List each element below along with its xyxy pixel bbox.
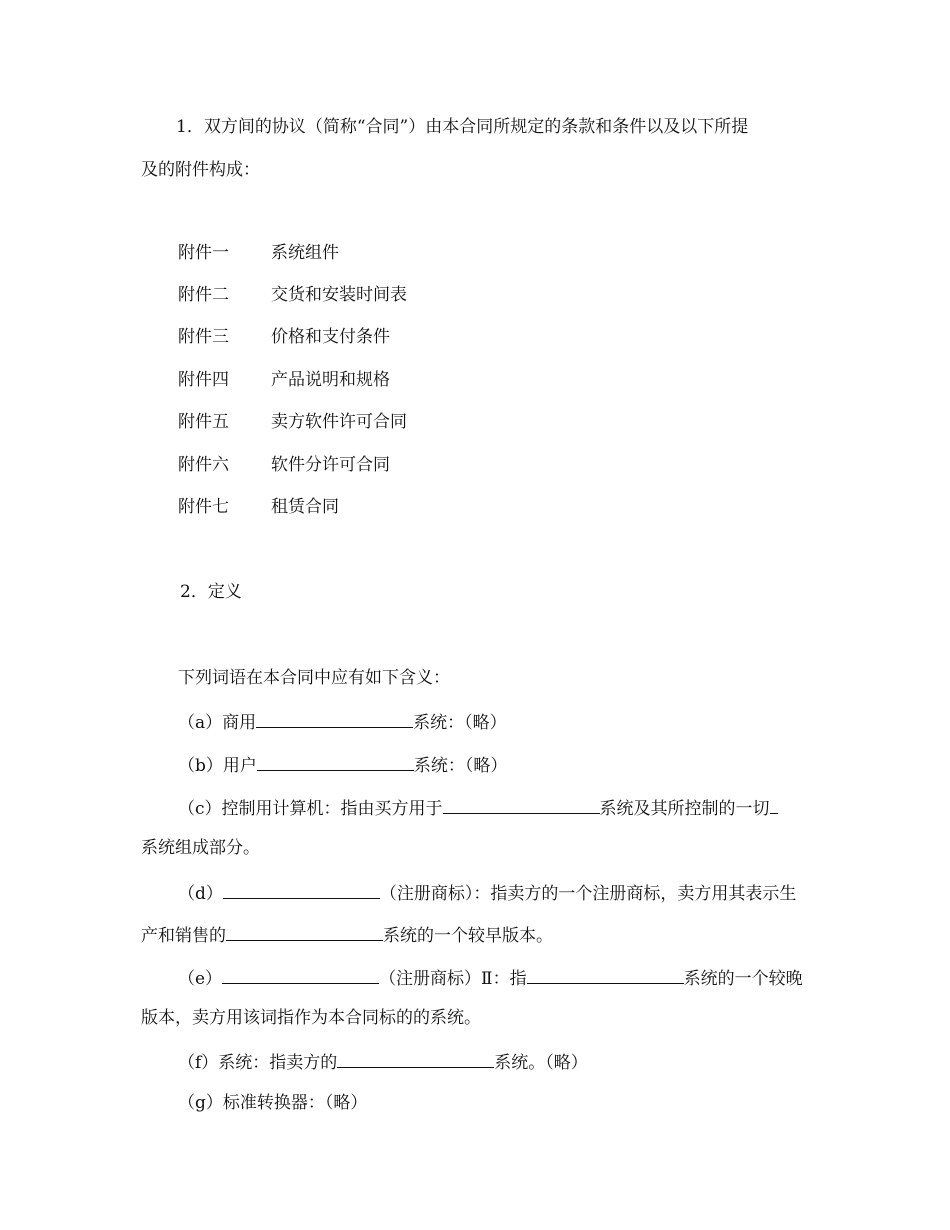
attachment-item (178, 497, 339, 517)
attachment-name: 系统组件 (271, 243, 339, 263)
definition-e-mid: （注册商标）Ⅱ：指 (379, 969, 527, 989)
clause-1-line-2: 及的附件构成： (141, 160, 260, 180)
attachment-name: 软件分许可合同 (271, 455, 390, 475)
definition-f-suffix: 系统。（略） (494, 1053, 588, 1073)
blank-line (337, 1050, 494, 1068)
attachment-number: 附件三 (178, 327, 229, 347)
definition-d-line-1 (178, 881, 796, 904)
attachment-item (178, 455, 390, 475)
definition-a-suffix: 系统：（略） (413, 713, 507, 733)
definition-a-prefix: （a）商用 (178, 713, 257, 733)
definition-e-prefix: （e） (178, 969, 223, 989)
attachment-number: 附件二 (178, 285, 229, 305)
attachment-item (178, 327, 390, 347)
blank-line (226, 923, 383, 941)
clause-1-line-1: 1．双方间的协议（简称“合同”）由本合同所规定的条款和条件以及以下所提 (176, 117, 749, 137)
definition-b-suffix: 系统：（略） (413, 756, 508, 776)
attachment-name: 租赁合同 (271, 497, 339, 517)
definition-d-mid: （注册商标）：指卖方的一个注册商标，卖方用其表示生 (379, 884, 797, 904)
definition-c-line-1 (178, 796, 778, 819)
definition-c-line-2: 系统组成部分。 (141, 838, 260, 858)
attachment-name: 价格和支付条件 (271, 327, 390, 347)
attachment-number: 附件四 (178, 370, 229, 390)
definitions-intro: 下列词语在本合同中应有如下含义： (178, 668, 450, 688)
definition-d-prefix: （d） (178, 884, 223, 904)
attachment-number: 附件七 (178, 497, 229, 517)
definition-d-line-2 (141, 923, 553, 946)
attachment-item (178, 243, 339, 263)
attachment-name: 交货和安装时间表 (271, 285, 407, 305)
definition-e-line-1 (178, 966, 803, 989)
attachment-item (178, 370, 390, 390)
attachment-number: 附件五 (178, 412, 229, 432)
definition-d-line2-prefix: 产和销售的 (141, 926, 226, 946)
attachment-name: 卖方软件许可合同 (271, 412, 407, 432)
blank-line (770, 796, 778, 814)
definition-f-prefix: （f）系统：指卖方的 (178, 1053, 338, 1073)
definition-e-line-2: 版本，卖方用该词指作为本合同标的的系统。 (141, 1008, 481, 1028)
attachment-number: 附件六 (178, 455, 229, 475)
blank-line (527, 966, 684, 984)
definition-b-prefix: （b）用户 (178, 756, 257, 776)
definition-a (178, 710, 507, 733)
clause-2-heading: 2．定义 (180, 582, 242, 602)
blank-line (443, 796, 600, 814)
attachment-number: 附件一 (178, 243, 229, 263)
definition-b (178, 753, 507, 776)
blank-line (256, 710, 413, 728)
blank-line (222, 966, 379, 984)
definition-e-suffix: 系统的一个较晚 (683, 969, 803, 989)
attachment-item (178, 412, 407, 432)
blank-line (223, 881, 380, 899)
definition-d-line2-suffix: 系统的一个较早版本。 (383, 926, 553, 946)
attachment-item (178, 285, 407, 305)
definition-g: （g）标准转换器：（略） (178, 1093, 368, 1113)
attachment-name: 产品说明和规格 (271, 370, 390, 390)
definition-c-suffix: 系统及其所控制的一切 (599, 799, 770, 819)
definition-f (178, 1050, 588, 1073)
blank-line (257, 753, 414, 771)
definition-c-prefix: （c）控制用计算机：指由买方用于 (178, 799, 443, 819)
